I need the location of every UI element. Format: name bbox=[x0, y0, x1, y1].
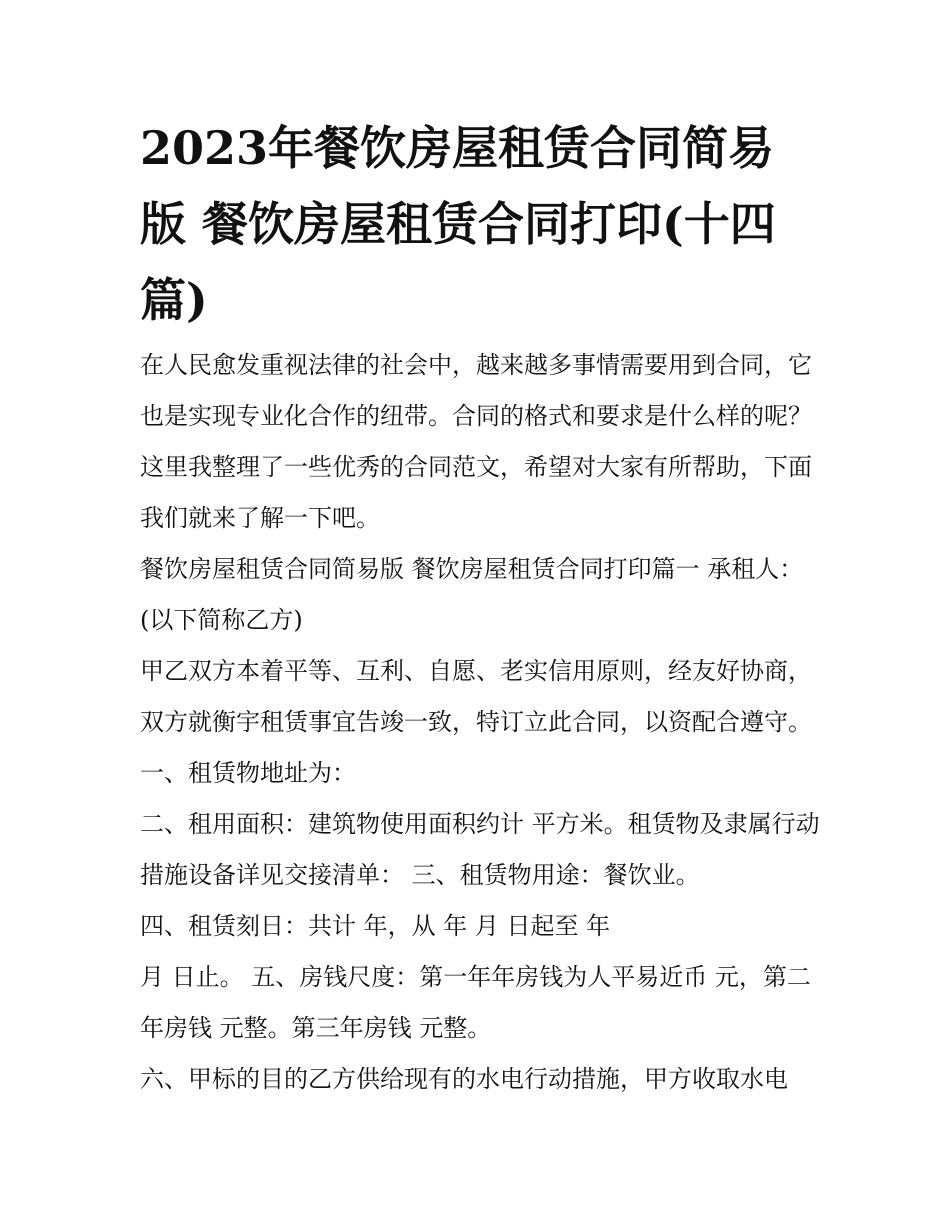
document-title: 2023年餐饮房屋租赁合同简易版 餐饮房屋租赁合同打印(十四篇) bbox=[140, 121, 776, 327]
document-page bbox=[140, 110, 820, 1105]
paragraph-section-heading: 餐饮房屋租赁合同简易版 餐饮房屋租赁合同打印篇一 承租人：(以下简称乙方) bbox=[140, 555, 804, 634]
paragraph-clause-6: 六、甲标的目的乙方供给现有的水电行动措施，甲方收取水电 bbox=[140, 1065, 788, 1093]
paragraph-intro: 在人民愈发重视法律的社会中，越来越多事情需要用到合同，它也是实现专业化合作的纽带。合同的格式和要求是什么样的呢？这里我整理了一些优秀的合同范文，希望对大家有所帮助，下面我们就来了解一下吧。 bbox=[140, 351, 812, 532]
paragraph-clause-4: 四、租赁刻日：共计 年，从 年 月 日起至 年 bbox=[140, 912, 611, 940]
paragraph-clause-2-3: 二、租用面积：建筑物使用面积约计 平方米。租赁物及隶属行动措施设备详见交接清单： 三、租赁物用途：餐饮业。 bbox=[140, 810, 820, 889]
paragraph-preamble: 甲乙双方本着平等、互利、自愿、老实信用原则，经友好协商，双方就衡宇租赁事宜告竣一致，特订立此合同，以资配合遵守。 一、租赁物地址为： bbox=[140, 657, 812, 787]
paragraph-clause-4-5: 月 日止。 五、房钱尺度：第一年年房钱为人平易近币 元，第二年房钱 元整。第三年房钱 元整。 bbox=[140, 963, 811, 1042]
